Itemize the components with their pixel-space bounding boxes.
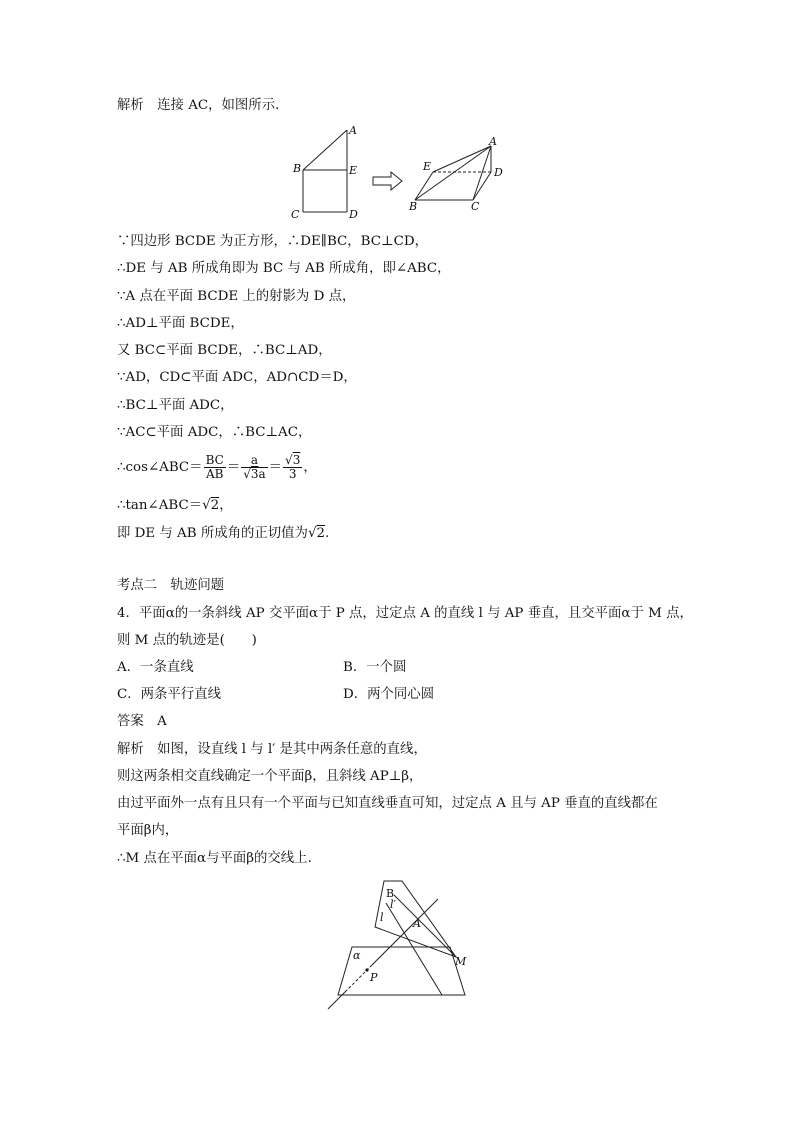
sol1-line-4: ∴AD⊥平面 BCDE， [117, 316, 244, 331]
cos-suffix: ， [303, 460, 317, 475]
eq-sign-1: ＝ [226, 460, 241, 475]
frac1-den: AB [205, 467, 224, 481]
fraction-root3-3 [283, 454, 302, 481]
eq-sign-2: ＝ [268, 460, 283, 475]
sol2-line-1 [117, 742, 427, 758]
sol1-conclusion [117, 526, 329, 542]
fig2-label-M: M [455, 955, 467, 968]
sol2-text-1: 如图，设直线 l 与 l′ 是其中两条任意的直线， [157, 742, 427, 757]
frac2-den-radicand: 3 [250, 467, 259, 481]
fig2-label-A: A [413, 917, 421, 930]
fig1-label-A: A [349, 124, 357, 137]
fig2-label-beta: B [386, 887, 395, 900]
tan-suffix: ， [219, 498, 233, 513]
intro-text: 连接 AC，如图所示． [157, 98, 289, 113]
analysis-label: 解析 [117, 98, 144, 113]
answer-line [117, 714, 167, 730]
tan-radicand: 2 [210, 498, 220, 513]
option-d: D．两个同心圆 [343, 687, 435, 702]
fig1b-label-B: B [409, 200, 418, 213]
figure-planes [320, 875, 490, 1017]
frac1-num: BC [205, 453, 224, 467]
frac3-den: 3 [288, 467, 297, 481]
fig1-label-D: D [349, 208, 358, 221]
cos-equation [117, 451, 317, 485]
sol1-line-1: ∵四边形 BCDE 为正方形，∴DE∥BC，BC⊥CD， [117, 234, 428, 249]
frac2-den [241, 468, 267, 481]
fig2-label-lprime: l′ [390, 898, 397, 911]
sol1-line-6: ∵AD，CD⊂平面 ADC，AD∩CD＝D， [117, 370, 357, 385]
fig1b-label-A: A [489, 135, 497, 148]
answer-label: 答案 [117, 714, 144, 729]
conclusion-radicand: 2 [316, 526, 326, 541]
option-c: C．两条平行直线 [117, 687, 221, 702]
question-line-2: 则 M 点的轨迹是( ) [117, 633, 257, 648]
fig1-label-C: C [291, 208, 300, 221]
frac3-num [283, 454, 302, 468]
fig2-label-alpha: α [353, 949, 361, 962]
fig2-label-P: P [370, 971, 378, 984]
frac3-num-radicand: 3 [292, 453, 301, 467]
sol1-line-2: ∴DE 与 AB 所成角即为 BC 与 AB 所成角，即∠ABC， [117, 261, 451, 276]
sol2-line-5: ∴M 点在平面α与平面β的交线上． [117, 851, 321, 866]
cos-prefix: ∴cos∠ABC＝ [117, 460, 203, 475]
right-arrow-icon [373, 172, 402, 190]
answer-value: A [157, 714, 167, 729]
fig1b-label-D: D [494, 166, 503, 179]
conclusion-prefix: 即 DE 与 AB 所成角的正切值为√ [117, 526, 317, 541]
frac2-den-root: √ [243, 467, 251, 481]
option-b: B．一个圆 [343, 660, 407, 675]
sol2-line-4: 平面β内， [117, 823, 179, 838]
frac2-num: a [241, 454, 267, 468]
sol1-line-7: ∴BC⊥平面 ADC， [117, 398, 234, 413]
fig1b-label-C: C [471, 200, 480, 213]
fig1-label-B: B [293, 162, 302, 175]
sol1-line-5: 又 BC⊂平面 BCDE，∴BC⊥AD， [117, 343, 332, 358]
solution-intro [117, 98, 288, 114]
fig1b-label-E: E [423, 160, 432, 173]
question-line-1: 4．平面α的一条斜线 AP 交平面α于 P 点，过定点 A 的直线 l 与 AP 垂直，且交平面α于 M 点， [117, 606, 693, 621]
fraction-bc-ab [204, 454, 226, 481]
sol2-line-3: 由过平面外一点有且只有一个平面与已知直线垂直可知，过定点 A 且与 AP 垂直的直线都在 [117, 796, 658, 811]
frac3-num-root: √ [285, 453, 293, 467]
fig2-label-l: l [380, 911, 384, 924]
section-title: 考点二 轨迹问题 [117, 578, 225, 593]
fraction-a-root3a [241, 454, 267, 481]
option-a: A．一条直线 [117, 660, 194, 675]
sol1-line-3: ∵A 点在平面 BCDE 上的射影为 D 点， [117, 289, 356, 304]
sol2-line-2: 则这两条相交直线确定一个平面β，且斜线 AP⊥β， [117, 769, 423, 784]
figure-square-pyramid [285, 120, 515, 225]
tan-prefix: ∴tan∠ABC＝√ [117, 498, 211, 513]
sol1-line-8: ∵AC⊂平面 ADC，∴BC⊥AC， [117, 425, 312, 440]
frac2-den-tail: a [258, 467, 266, 481]
fig1-label-E: E [349, 164, 358, 177]
tan-equation [117, 498, 233, 514]
analysis-label-2: 解析 [117, 742, 144, 757]
conclusion-suffix: . [325, 526, 330, 541]
